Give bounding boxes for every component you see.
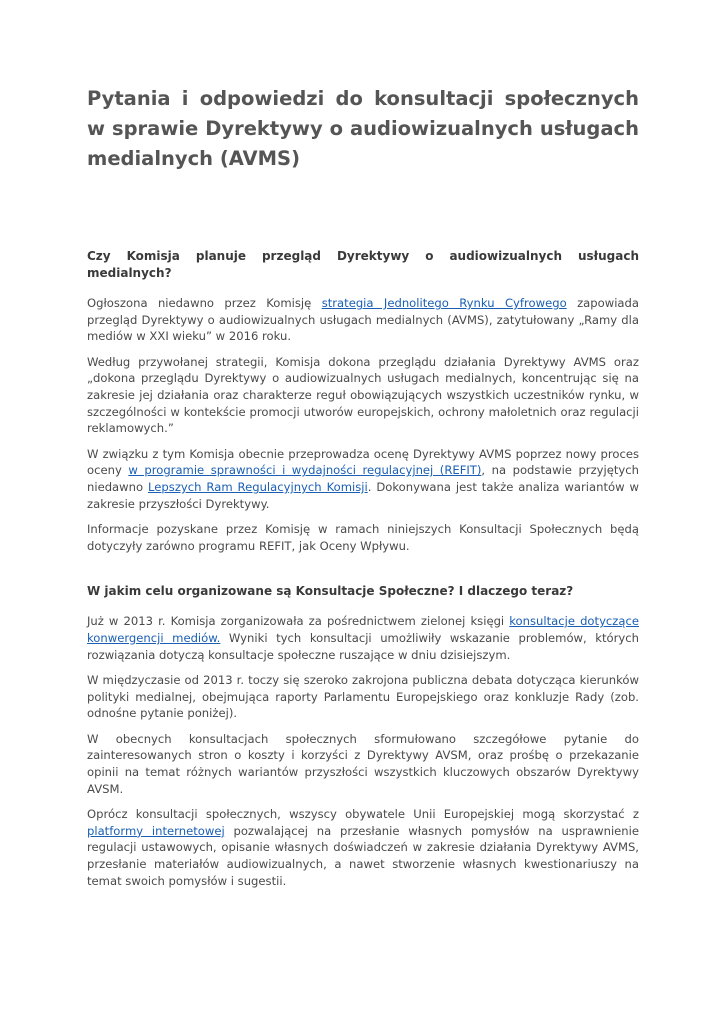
paragraph: Informacje pozyskane przez Komisję w ramach niniejszych Konsultacji Społecznych będą dotyczyły zarówno programu REFIT, jak Oceny Wpływu.	[87, 522, 639, 553]
section-purpose-question	[87, 583, 639, 889]
document-title: Pytania i odpowiedzi do konsultacji społecznych w sprawie Dyrektywy o audiowizualnych usługach medialnych (AVMS)	[87, 87, 639, 170]
paragraph	[87, 446, 639, 512]
paragraph-text: pozwalającej na przesłanie własnych pomysłów na usprawnienie regulacji ustawowych, opisanie własnych doświadczeń w zakresie działania Dyrektywy AVMS, przesłanie materiałów audiowizualnych, a nawet stworzenie własnych kwestionariuszy na temat swoich pomysłów i sugestii.	[87, 823, 639, 888]
link-digital-single-market-strategy[interactable]: strategia Jednolitego Rynku Cyfrowego	[321, 296, 567, 310]
paragraph-text: Oprócz konsultacji społecznych, wszyscy obywatele Unii Europejskiej mogą skorzystać z	[87, 807, 639, 822]
paragraph	[87, 613, 639, 663]
paragraph-text: Już w 2013 r. Komisja zorganizowała za pośrednictwem zielonej księgi	[87, 614, 510, 629]
link-better-regulation[interactable]: Lepszych Ram Regulacyjnych Komisji	[148, 479, 368, 494]
section-review-question	[87, 248, 639, 554]
paragraph: W międzyczasie od 2013 r. toczy się szeroko zakrojona publiczna debata dotycząca kierunków polityki medialnej, obejmująca raporty Parlamentu Europejskiego oraz konkluzje Rady (zob. odnośne pytanie poniżej).	[87, 673, 639, 721]
paragraph-text: . Dokonywana jest także analiza wariantów w zakresie przyszłości Dyrektywy.	[87, 479, 639, 511]
paragraph-text: Ogłoszona niedawno przez Komisję	[87, 296, 322, 310]
paragraph-text: , na podstawie przyjętych niedawno	[87, 463, 640, 494]
link-refit-programme[interactable]: w programie sprawności i wydajności regulacyjnej (REFIT)	[128, 463, 482, 478]
paragraph	[87, 806, 639, 889]
paragraph: Według przywołanej strategii, Komisja dokona przeglądu działania Dyrektywy AVMS oraz „dokona przeglądu Dyrektywy o audiowizualnych usługach medialnych, koncentrując się na zakresie jej działania oraz charakterze reguł obowiązujących wszystkich uczestników rynku, w szczególności w kontekście promocji utworów europejskich, ochrony małoletnich oraz regulacji reklamowych.”	[87, 354, 639, 436]
document-page	[87, 84, 639, 889]
paragraph-text: zapowiada przegląd Dyrektywy o audiowizualnych usługach medialnych (AVMS), zatytułowany „Ramy dla mediów w XXI wieku” w 2016 roku.	[87, 296, 639, 344]
link-online-platform[interactable]: platformy internetowej	[87, 823, 225, 838]
section-heading: W jakim celu organizowane są Konsultacje Społeczne? I dlaczego teraz?	[87, 584, 574, 599]
paragraph	[87, 295, 639, 345]
paragraph: W obecnych konsultacjach społecznych sformułowano szczegółowe pytanie do zainteresowanych stron o koszty i korzyści z Dyrektywy AVSM, oraz prośbę o przekazanie opinii na temat różnych wariantów przyszłości wszystkich kluczowych obszarów Dyrektywy AVSM.	[87, 731, 639, 796]
section-heading: Czy Komisja planuje przegląd Dyrektywy o audiowizualnych usługach medialnych?	[87, 249, 639, 280]
paragraph-text: Wyniki tych konsultacji umożliwiły wskazanie problemów, których rozwiązania dotyczą konsultacje społeczne ruszające w dniu dzisiejszym.	[87, 630, 639, 662]
link-media-convergence-consultation[interactable]: konsultacje dotyczące konwergencji mediów.	[87, 614, 639, 645]
paragraph-text: W związku z tym Komisja obecnie przeprowadza ocenę Dyrektywy AVMS poprzez nowy proces oceny	[87, 446, 639, 478]
